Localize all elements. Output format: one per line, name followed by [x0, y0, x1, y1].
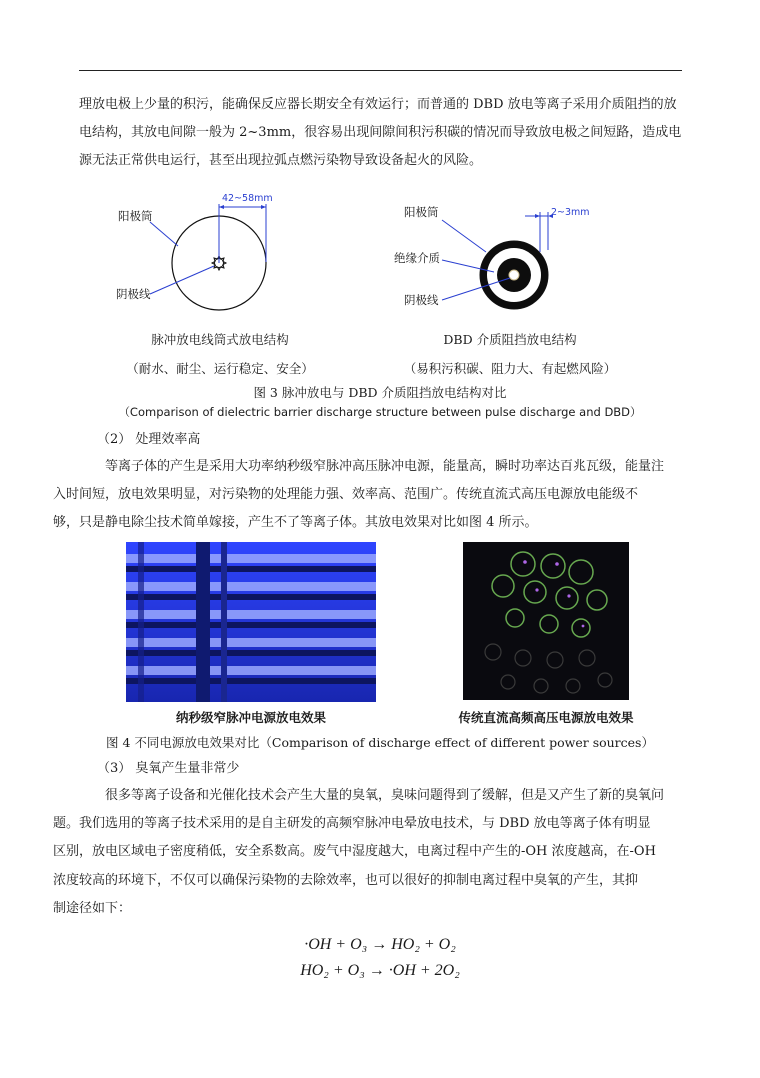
equation-1: ·OH + O₃ → HO₂ + O₂	[304, 936, 456, 953]
section2-line-3: 够，只是静电除尘技术简单嫁接，产生不了等离子体。其放电效果对比如图 4 所示。	[53, 515, 538, 531]
section3-paragraph	[53, 782, 683, 923]
left-structure-name: 脉冲放电线筒式放电结构	[151, 332, 289, 347]
section3-line-3: 区别，放电区域电子密度稍低，安全系数高。废气中湿度越大，电离过程中产生的-OH 浓度越高，在-OH	[53, 844, 656, 860]
left-gap-label: 42~58mm	[222, 193, 273, 204]
figure3-caption-en: （Comparison of dielectric barrier discharge structure between pulse discharge and DBD）	[118, 405, 642, 419]
section3-heading: （3） 臭氧产生量非常少	[97, 761, 240, 776]
dbd-cathode-core	[509, 270, 519, 280]
green-discharge-image	[463, 542, 629, 700]
section2-paragraph	[53, 453, 683, 538]
section3-line-4: 浓度较高的环境下，不仅可以确保污染物的去除效率，也可以很好的抑制电离过程中臭氧的产生，其抑	[53, 872, 639, 888]
right-structure-name: DBD 介质阻挡放电结构	[443, 332, 577, 347]
figure3-caption-cn: 图 3 脉冲放电与 DBD 介质阻挡放电结构对比	[253, 385, 507, 400]
right-cathode-label: 阴极线	[404, 293, 439, 307]
dc-hf-discharge-photo	[463, 542, 629, 700]
section3-line-2: 题。我们选用的等离子技术采用的是自主研发的高频窄脉冲电晕放电技术，与 DBD 放电等离子体有明显	[53, 816, 651, 832]
section2-line-2: 入时间短，放电效果明显，对污染物的处理能力强、效率高、范围广。传统直流式高压电源放电能级不	[53, 487, 639, 503]
dc-photo-caption: 传统直流高频高压电源放电效果	[458, 710, 634, 725]
intro-line-2: 电结构，其放电间隙一般为 2~3mm，很容易出现间隙间积污积碳的情况而导致放电极之间短路，造成电	[79, 125, 682, 141]
right-structure-note: （易积污积碳、阻力大、有起燃风险）	[403, 361, 617, 376]
section2-line-1: 等离子体的产生是采用大功率纳秒级窄脉冲高压脉冲电源，能量高，瞬时功率达百兆瓦级，能量注	[105, 459, 665, 474]
equation-2: HO₂ + O₃ → ·OH + 2O₂	[300, 962, 460, 979]
pulse-discharge-diagram	[150, 204, 266, 310]
section3-line-5: 制途径如下：	[53, 900, 132, 916]
right-gap-label: 2~3mm	[551, 207, 590, 218]
nanosecond-pulse-discharge-photo	[126, 542, 376, 702]
left-structure-note: （耐水、耐尘、运行稳定、安全）	[126, 361, 314, 376]
nanosecond-photo-caption: 纳秒级窄脉冲电源放电效果	[175, 710, 326, 725]
section2-heading: （2） 处理效率高	[97, 432, 201, 447]
figure3-diagrams	[0, 0, 760, 330]
dbd-diagram	[442, 212, 553, 309]
intro-line-1: 理放电极上少量的积污，能确保反应器长期安全有效运行；而普通的 DBD 放电等离子采用介质阻挡的放	[79, 97, 677, 112]
figure4-caption: 图 4 不同电源放电效果对比（Comparison of discharge effect of different power sources）	[106, 735, 654, 750]
right-insulation-label: 绝缘介质	[394, 251, 440, 265]
section3-line-1: 很多等离子设备和光催化技术会产生大量的臭氧，臭味问题得到了缓解，但是又产生了新的臭氧问	[105, 788, 665, 803]
left-cathode-label: 阴极线	[116, 287, 151, 301]
intro-line-3: 源无法正常供电运行，甚至出现拉弧点燃污染物导致设备起火的风险。	[79, 153, 483, 169]
left-anode-label: 阳极筒	[118, 209, 153, 223]
right-anode-label: 阳极筒	[404, 205, 439, 219]
blue-discharge-image	[126, 542, 376, 702]
